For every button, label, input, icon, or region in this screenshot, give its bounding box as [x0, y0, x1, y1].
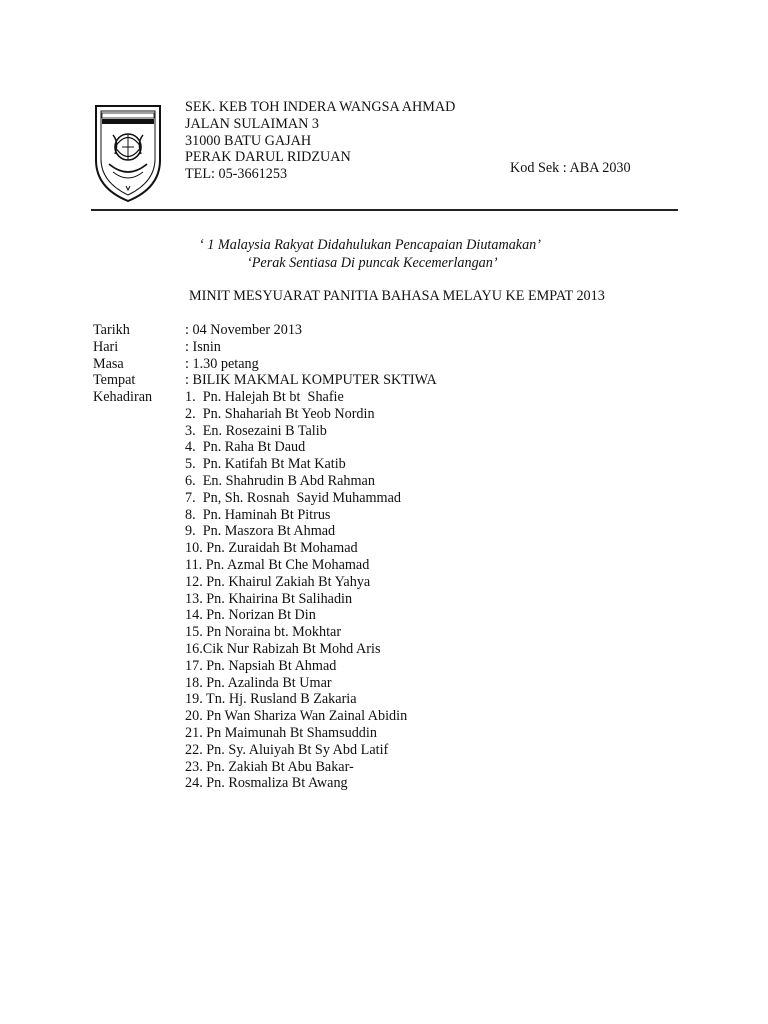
address-line-1: JALAN SULAIMAN 3 [185, 115, 319, 132]
attendee-item: 20. Pn Wan Shariza Wan Zainal Abidin [185, 708, 408, 725]
place-value: : BILIK MAKMAL KOMPUTER SKTIWA [185, 372, 437, 389]
attendee-item: 18. Pn. Azalinda Bt Umar [185, 674, 332, 691]
attendee-item: 14. Pn. Norizan Bt Din [185, 607, 316, 624]
motto-line-2: ‘Perak Sentiasa Di puncak Kecemerlangan’ [247, 255, 498, 271]
attendee-item: 1. Pn. Halejah Bt bt Shafie [185, 389, 344, 405]
attendee-item: 2. Pn. Shahariah Bt Yeob Nordin [185, 405, 375, 422]
attendee-item: 7. Pn, Sh. Rosnah Sayid Muhammad [185, 489, 401, 506]
attendee-item: 16.Cik Nur Rabizah Bt Mohd Aris [185, 640, 381, 657]
attendee-item: 9. Pn. Maszora Bt Ahmad [185, 523, 336, 540]
attendee-item: 3. En. Rosezaini B Talib [185, 422, 327, 439]
school-code: Kod Sek : ABA 2030 [510, 160, 631, 176]
attendee-item: 24. Pn. Rosmaliza Bt Awang [185, 775, 348, 792]
attendee-item: 5. Pn. Katifah Bt Mat Katib [185, 456, 346, 473]
attendee-item: 4. Pn. Raha Bt Daud [185, 439, 306, 456]
time-label: Masa [93, 355, 124, 372]
attendee-item: 22. Pn. Sy. Aluiyah Bt Sy Abd Latif [185, 741, 389, 758]
attendee-item: 8. Pn. Haminah Bt Pitrus [185, 506, 331, 523]
attendee-item: 15. Pn Noraina bt. Mokhtar [185, 624, 342, 641]
school-crest-logo [93, 102, 163, 204]
attendee-item: 11. Pn. Azmal Bt Che Mohamad [185, 556, 370, 573]
document-title: MINIT MESYUARAT PANITIA BAHASA MELAYU KE EMPAT 2013 [189, 288, 605, 304]
attendee-item: 12. Pn. Khairul Zakiah Bt Yahya [185, 573, 371, 590]
school-name: SEK. KEB TOH INDERA WANGSA AHMAD [185, 99, 456, 115]
motto-line-1: ‘ 1 Malaysia Rakyat Didahulukan Pencapaian Diutamakan’ [199, 237, 542, 253]
header-divider [91, 209, 678, 211]
attendee-item: 21. Pn Maimunah Bt Shamsuddin [185, 724, 377, 741]
attendee-item: 13. Pn. Khairina Bt Salihadin [185, 590, 353, 607]
attendee-item: 17. Pn. Napsiah Bt Ahmad [185, 657, 337, 674]
day-label: Hari [93, 338, 119, 355]
date-label: Tarikh [93, 322, 130, 338]
school-address-block [185, 99, 455, 183]
phone-number: TEL: 05-3661253 [185, 166, 288, 183]
attendee-item: 23. Pn. Zakiah Bt Abu Bakar- [185, 758, 354, 775]
address-line-2: 31000 BATU GAJAH [185, 132, 312, 149]
attendee-list [185, 389, 407, 792]
place-label: Tempat [93, 372, 136, 389]
date-value: : 04 November 2013 [185, 322, 303, 338]
day-value: : Isnin [185, 338, 221, 355]
attendee-item: 6. En. Shahrudin B Abd Rahman [185, 472, 375, 489]
attendee-item: 10. Pn. Zuraidah Bt Mohamad [185, 540, 358, 557]
attendance-label: Kehadiran [93, 389, 153, 406]
address-state: PERAK DARUL RIDZUAN [185, 149, 351, 166]
time-value: : 1.30 petang [185, 355, 259, 372]
attendee-item: 19. Tn. Hj. Rusland B Zakaria [185, 691, 357, 708]
